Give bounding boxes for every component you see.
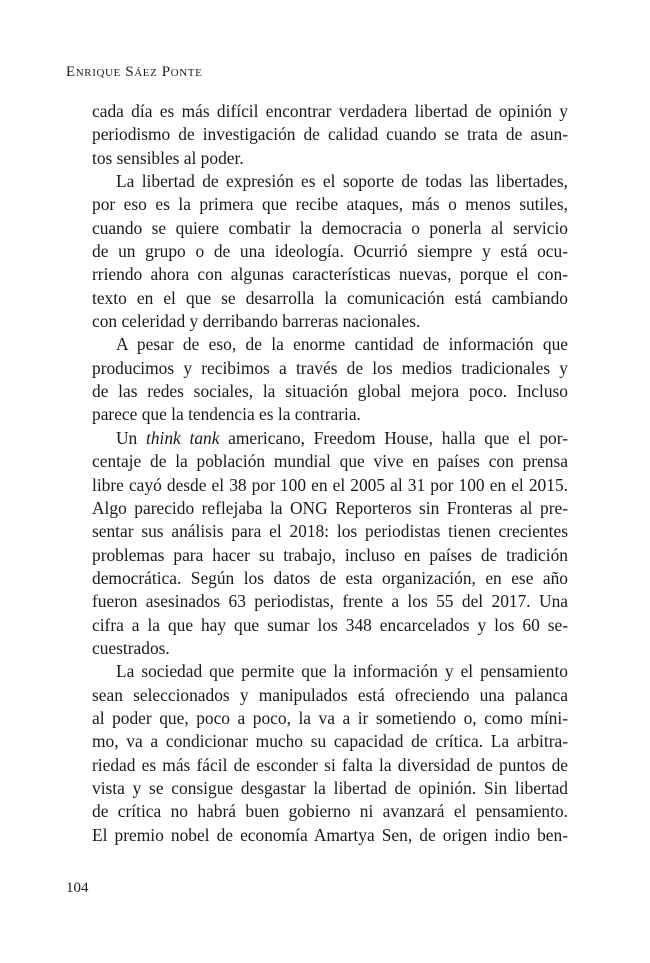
running-head-author: Enrique Sáez Ponte	[66, 64, 203, 80]
text-line: riedad es más fácil de esconder si falta la diversidad de puntos de	[92, 754, 568, 775]
text-line: de un grupo o de una ideología. Ocurrió siempre y está ocu-	[92, 241, 568, 262]
text-line: Algo parecido reflejaba la ONG Reporteros sin Fronteras al pre-	[92, 497, 568, 518]
emphasis-term: think tank	[145, 427, 220, 448]
text-line: con celeridad y derribando barreras nacionales.	[92, 311, 421, 332]
text-line: rriendo ahora con algunas características nuevas, porque el con-	[92, 264, 568, 285]
text-line: sean seleccionados y manipulados está ofreciendo una palanca	[92, 684, 568, 705]
text-line: democrática. Según los datos de esta organización, en ese año	[92, 567, 568, 588]
text-line: producimos y recibimos a través de los medios tradicionales y	[92, 357, 568, 378]
text-line: sentar sus análisis para el 2018: los periodistas tienen crecientes	[92, 521, 568, 542]
paragraph-first-line: A pesar de eso, de la enorme cantidad de información que	[116, 334, 568, 355]
paragraph-first-line	[92, 427, 568, 450]
text-line: El premio nobel de economía Amartya Sen, de origen indio ben-	[92, 824, 568, 845]
text-line: parece que la tendencia es la contraria.	[92, 404, 361, 425]
text-line: cuestrados.	[92, 637, 170, 658]
text-run: Un	[116, 427, 146, 448]
text-line: cuando se quiere combatir la democracia o ponerla al servicio	[92, 217, 568, 238]
text-line: de las redes sociales, la situación global mejora poco. Incluso	[92, 381, 568, 402]
text-line: fueron asesinados 63 periodistas, frente a los 55 del 2017. Una	[92, 591, 568, 612]
text-line: vista y se consigue desgastar la libertad de opinión. Sin libertad	[92, 777, 568, 798]
page-number: 104	[66, 880, 89, 896]
text-line: texto en el que se desarrolla la comunicación está cambiando	[92, 287, 568, 308]
body-text	[92, 100, 568, 847]
text-line: por eso es la primera que recibe ataques, más o menos sutiles,	[92, 194, 568, 215]
text-line: problemas para hacer su trabajo, incluso en países de tradición	[92, 544, 568, 565]
text-line: cifra a la que hay que sumar los 348 encarcelados y los 60 se-	[92, 614, 568, 635]
text-run: americano, Freedom House, halla que el por-	[219, 427, 568, 448]
text-line: de crítica no habrá buen gobierno ni avanzará el pensamiento.	[92, 801, 568, 822]
text-line: tos sensibles al poder.	[92, 147, 244, 168]
paragraph-first-line: La sociedad que permite que la información y el pensamiento	[116, 661, 568, 682]
text-line: al poder que, poco a poco, la va a ir sometiendo o, como míni-	[92, 707, 568, 728]
text-line: cada día es más difícil encontrar verdadera libertad de opinión y	[92, 101, 568, 121]
text-line: periodismo de investigación de calidad cuando se trata de asun-	[92, 124, 568, 145]
text-line: centaje de la población mundial que vive en países con prensa	[92, 451, 568, 472]
paragraph-first-line: La libertad de expresión es el soporte de todas las libertades,	[116, 171, 568, 192]
text-line: mo, va a condicionar mucho su capacidad de crítica. La arbitra-	[92, 731, 568, 752]
text-line: libre cayó desde el 38 por 100 en el 2005 al 31 por 100 en el 2015.	[92, 474, 568, 495]
